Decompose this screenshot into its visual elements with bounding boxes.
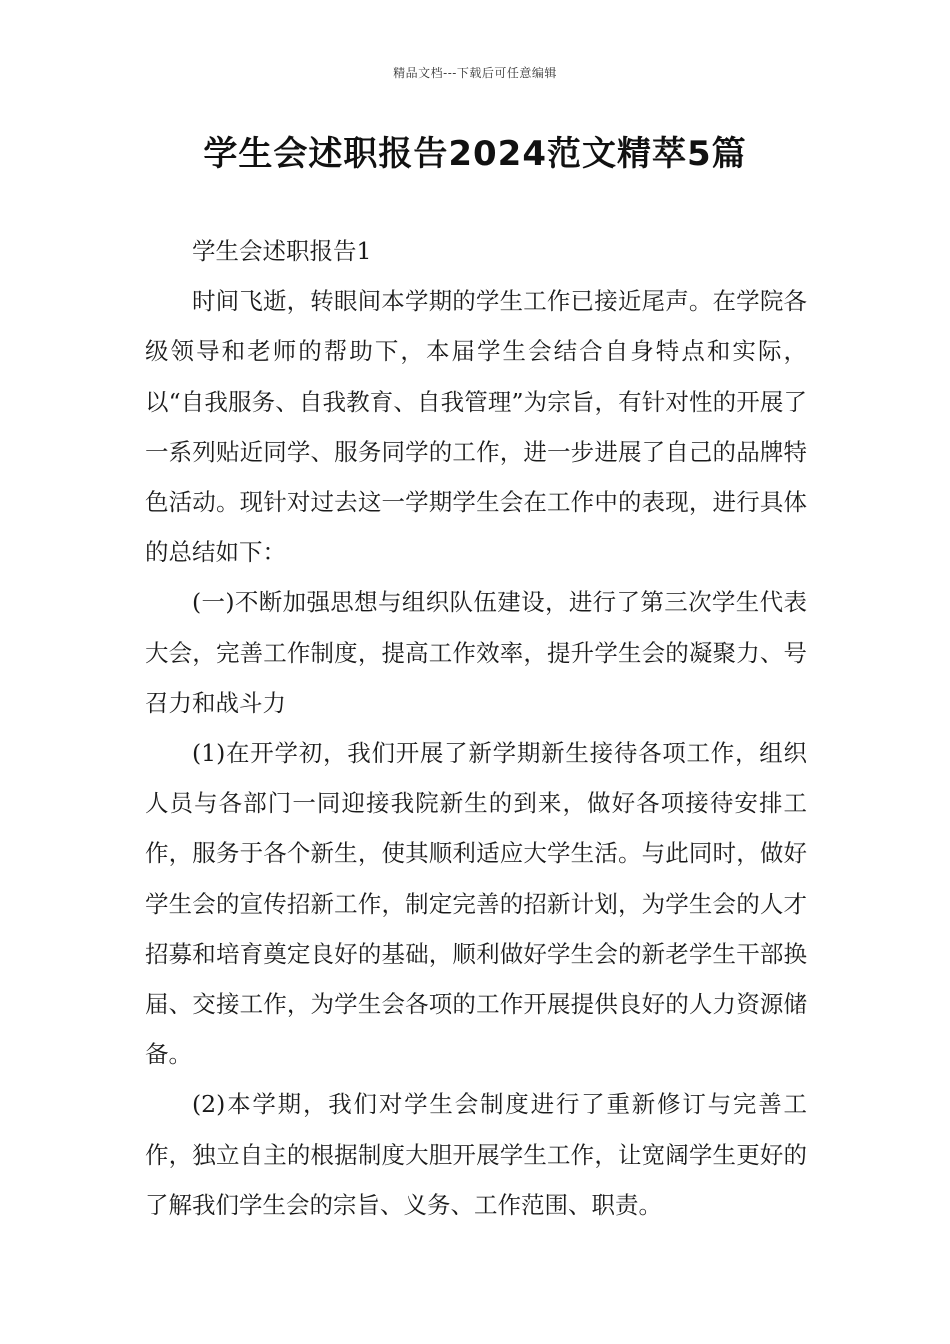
- paragraph: (1)在开学初，我们开展了新学期新生接待各项工作，组织人员与各部门一同迎接我院新生的到来，做好各项接待安排工作，服务于各个新生，使其顺利适应大学生活。与此同时，做好学生会的宣传招新工作，制定完善的招新计划，为学生会的人才招募和培育奠定良好的基础，顺利做好学生会的新老学生干部换届、交接工作，为学生会各项的工作开展提供良好的人力资源储备。: [145, 739, 807, 1069]
- document-title: 学生会述职报告2024范文精萃5篇: [203, 134, 747, 174]
- section-heading: 学生会述职报告1: [192, 237, 372, 265]
- header-note: 精品文档---下载后可任意编辑: [393, 66, 557, 80]
- paragraph: (2)本学期，我们对学生会制度进行了重新修订与完善工作，独立自主的根据制度大胆开展学生工作，让宽阔学生更好的了解我们学生会的宗旨、义务、工作范围、职责。: [145, 1090, 807, 1219]
- paragraph: (一)不断加强思想与组织队伍建设，进行了第三次学生代表大会，完善工作制度，提高工作效率，提升学生会的凝聚力、号召力和战斗力: [145, 588, 807, 717]
- document-body: [145, 226, 807, 1230]
- paragraph: 时间飞逝，转眼间本学期的学生工作已接近尾声。在学院各级领导和老师的帮助下，本届学生会结合自身特点和实际，以“自我服务、自我教育、自我管理”为宗旨，有针对性的开展了一系列贴近同学、服务同学的工作，进一步进展了自己的品牌特色活动。现针对过去这一学期学生会在工作中的表现，进行具体的总结如下：: [145, 287, 807, 567]
